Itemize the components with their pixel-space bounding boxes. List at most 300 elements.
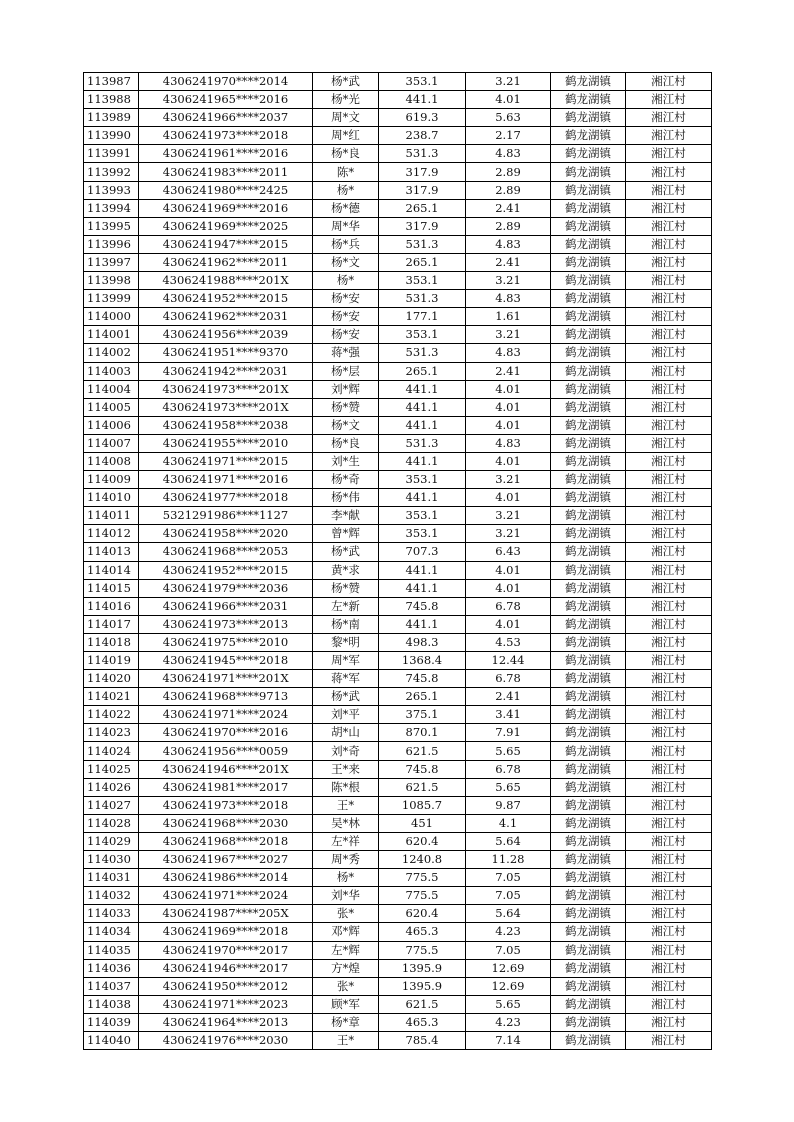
- village-cell: 湘江村: [626, 905, 712, 923]
- serial-number-cell: 113994: [84, 199, 139, 217]
- serial-number-cell: 114024: [84, 742, 139, 760]
- village-cell: 湘江村: [626, 434, 712, 452]
- amount-cell: 1240.8: [379, 851, 466, 869]
- serial-number-cell: 114020: [84, 670, 139, 688]
- serial-number-cell: 114035: [84, 941, 139, 959]
- serial-number-cell: 114023: [84, 724, 139, 742]
- area-cell: 7.05: [466, 869, 551, 887]
- village-cell: 湘江村: [626, 561, 712, 579]
- area-cell: 4.01: [466, 579, 551, 597]
- serial-number-cell: 113993: [84, 181, 139, 199]
- town-cell: 鹤龙湖镇: [551, 73, 626, 91]
- id-number-cell: 4306241973****2018: [139, 127, 313, 145]
- town-cell: 鹤龙湖镇: [551, 832, 626, 850]
- id-number-cell: 4306241969****2018: [139, 923, 313, 941]
- serial-number-cell: 114001: [84, 326, 139, 344]
- name-cell: 周*文: [313, 109, 379, 127]
- village-cell: 湘江村: [626, 163, 712, 181]
- table-row: [84, 326, 712, 344]
- village-cell: 湘江村: [626, 742, 712, 760]
- area-cell: 5.65: [466, 995, 551, 1013]
- area-cell: 7.14: [466, 1031, 551, 1049]
- name-cell: 黄*求: [313, 561, 379, 579]
- id-number-cell: 4306241973****2018: [139, 796, 313, 814]
- amount-cell: 1395.9: [379, 977, 466, 995]
- amount-cell: 707.3: [379, 543, 466, 561]
- amount-cell: 1085.7: [379, 796, 466, 814]
- amount-cell: 531.3: [379, 434, 466, 452]
- id-number-cell: 4306241970****2014: [139, 73, 313, 91]
- serial-number-cell: 114010: [84, 489, 139, 507]
- serial-number-cell: 114005: [84, 398, 139, 416]
- name-cell: 刘*生: [313, 452, 379, 470]
- table-row: [84, 199, 712, 217]
- town-cell: 鹤龙湖镇: [551, 109, 626, 127]
- village-cell: 湘江村: [626, 796, 712, 814]
- amount-cell: 317.9: [379, 163, 466, 181]
- serial-number-cell: 114031: [84, 869, 139, 887]
- town-cell: 鹤龙湖镇: [551, 145, 626, 163]
- table-row: [84, 706, 712, 724]
- serial-number-cell: 114018: [84, 633, 139, 651]
- amount-cell: 317.9: [379, 217, 466, 235]
- table-row: [84, 253, 712, 271]
- amount-cell: 451: [379, 814, 466, 832]
- amount-cell: 465.3: [379, 923, 466, 941]
- table-row: [84, 272, 712, 290]
- amount-cell: 531.3: [379, 235, 466, 253]
- town-cell: 鹤龙湖镇: [551, 416, 626, 434]
- table-row: [84, 688, 712, 706]
- serial-number-cell: 114006: [84, 416, 139, 434]
- name-cell: 吴*林: [313, 814, 379, 832]
- village-cell: 湘江村: [626, 525, 712, 543]
- town-cell: 鹤龙湖镇: [551, 1013, 626, 1031]
- name-cell: 周*红: [313, 127, 379, 145]
- name-cell: 刘*华: [313, 887, 379, 905]
- area-cell: 6.43: [466, 543, 551, 561]
- area-cell: 3.41: [466, 706, 551, 724]
- area-cell: 4.01: [466, 489, 551, 507]
- area-cell: 6.78: [466, 597, 551, 615]
- area-cell: 5.64: [466, 905, 551, 923]
- village-cell: 湘江村: [626, 851, 712, 869]
- amount-cell: 775.5: [379, 887, 466, 905]
- amount-cell: 441.1: [379, 91, 466, 109]
- town-cell: 鹤龙湖镇: [551, 543, 626, 561]
- area-cell: 4.01: [466, 452, 551, 470]
- village-cell: 湘江村: [626, 199, 712, 217]
- name-cell: 刘*奇: [313, 742, 379, 760]
- id-number-cell: 4306241973****201X: [139, 380, 313, 398]
- village-cell: 湘江村: [626, 73, 712, 91]
- name-cell: 杨*赞: [313, 579, 379, 597]
- village-cell: 湘江村: [626, 416, 712, 434]
- village-cell: 湘江村: [626, 308, 712, 326]
- id-number-cell: 4306241987****205X: [139, 905, 313, 923]
- table-row: [84, 543, 712, 561]
- serial-number-cell: 113988: [84, 91, 139, 109]
- town-cell: 鹤龙湖镇: [551, 272, 626, 290]
- serial-number-cell: 114004: [84, 380, 139, 398]
- table-row: [84, 73, 712, 91]
- id-number-cell: 4306241968****2030: [139, 814, 313, 832]
- id-number-cell: 4306241971****2024: [139, 887, 313, 905]
- id-number-cell: 4306241958****2038: [139, 416, 313, 434]
- id-number-cell: 4306241977****2018: [139, 489, 313, 507]
- serial-number-cell: 114007: [84, 434, 139, 452]
- area-cell: 3.21: [466, 471, 551, 489]
- table-row: [84, 615, 712, 633]
- table-row: [84, 452, 712, 470]
- id-number-cell: 4306241971****2015: [139, 452, 313, 470]
- amount-cell: 353.1: [379, 326, 466, 344]
- amount-cell: 531.3: [379, 344, 466, 362]
- name-cell: 杨*赞: [313, 398, 379, 416]
- area-cell: 4.01: [466, 615, 551, 633]
- amount-cell: 745.8: [379, 760, 466, 778]
- village-cell: 湘江村: [626, 688, 712, 706]
- village-cell: 湘江村: [626, 1031, 712, 1049]
- amount-cell: 620.4: [379, 905, 466, 923]
- serial-number-cell: 114039: [84, 1013, 139, 1031]
- town-cell: 鹤龙湖镇: [551, 525, 626, 543]
- name-cell: 杨*: [313, 181, 379, 199]
- amount-cell: 441.1: [379, 561, 466, 579]
- amount-cell: 353.1: [379, 525, 466, 543]
- area-cell: 4.01: [466, 398, 551, 416]
- id-number-cell: 4306241973****201X: [139, 398, 313, 416]
- amount-cell: 621.5: [379, 742, 466, 760]
- town-cell: 鹤龙湖镇: [551, 452, 626, 470]
- serial-number-cell: 114034: [84, 923, 139, 941]
- amount-cell: 619.3: [379, 109, 466, 127]
- area-cell: 7.05: [466, 941, 551, 959]
- village-cell: 湘江村: [626, 452, 712, 470]
- village-cell: 湘江村: [626, 489, 712, 507]
- village-cell: 湘江村: [626, 290, 712, 308]
- village-cell: 湘江村: [626, 995, 712, 1013]
- table-row: [84, 308, 712, 326]
- serial-number-cell: 114040: [84, 1031, 139, 1049]
- name-cell: 蒋*强: [313, 344, 379, 362]
- town-cell: 鹤龙湖镇: [551, 235, 626, 253]
- town-cell: 鹤龙湖镇: [551, 615, 626, 633]
- serial-number-cell: 114038: [84, 995, 139, 1013]
- town-cell: 鹤龙湖镇: [551, 814, 626, 832]
- amount-cell: 353.1: [379, 507, 466, 525]
- amount-cell: 265.1: [379, 253, 466, 271]
- area-cell: 7.05: [466, 887, 551, 905]
- name-cell: 杨*文: [313, 416, 379, 434]
- table-row: [84, 778, 712, 796]
- amount-cell: 317.9: [379, 181, 466, 199]
- area-cell: 4.01: [466, 416, 551, 434]
- village-cell: 湘江村: [626, 778, 712, 796]
- area-cell: 6.78: [466, 670, 551, 688]
- town-cell: 鹤龙湖镇: [551, 778, 626, 796]
- name-cell: 杨*光: [313, 91, 379, 109]
- name-cell: 杨*安: [313, 308, 379, 326]
- serial-number-cell: 114022: [84, 706, 139, 724]
- area-cell: 2.41: [466, 199, 551, 217]
- serial-number-cell: 114015: [84, 579, 139, 597]
- town-cell: 鹤龙湖镇: [551, 344, 626, 362]
- area-cell: 2.89: [466, 181, 551, 199]
- area-cell: 3.21: [466, 326, 551, 344]
- name-cell: 邓*辉: [313, 923, 379, 941]
- area-cell: 6.78: [466, 760, 551, 778]
- name-cell: 杨*武: [313, 688, 379, 706]
- id-number-cell: 4306241980****2425: [139, 181, 313, 199]
- village-cell: 湘江村: [626, 398, 712, 416]
- serial-number-cell: 114030: [84, 851, 139, 869]
- amount-cell: 621.5: [379, 995, 466, 1013]
- area-cell: 2.41: [466, 362, 551, 380]
- amount-cell: 353.1: [379, 73, 466, 91]
- id-number-cell: 4306241968****9713: [139, 688, 313, 706]
- name-cell: 顾*军: [313, 995, 379, 1013]
- village-cell: 湘江村: [626, 597, 712, 615]
- id-number-cell: 4306241952****2015: [139, 561, 313, 579]
- id-number-cell: 4306241968****2018: [139, 832, 313, 850]
- id-number-cell: 4306241946****2017: [139, 959, 313, 977]
- area-cell: 4.83: [466, 344, 551, 362]
- name-cell: 杨*: [313, 272, 379, 290]
- area-cell: 2.41: [466, 253, 551, 271]
- village-cell: 湘江村: [626, 869, 712, 887]
- name-cell: 杨*德: [313, 199, 379, 217]
- town-cell: 鹤龙湖镇: [551, 923, 626, 941]
- area-cell: 3.21: [466, 507, 551, 525]
- serial-number-cell: 113989: [84, 109, 139, 127]
- table-row: [84, 633, 712, 651]
- town-cell: 鹤龙湖镇: [551, 507, 626, 525]
- id-number-cell: 4306241952****2015: [139, 290, 313, 308]
- village-cell: 湘江村: [626, 814, 712, 832]
- village-cell: 湘江村: [626, 615, 712, 633]
- table-row: [84, 760, 712, 778]
- village-cell: 湘江村: [626, 253, 712, 271]
- town-cell: 鹤龙湖镇: [551, 724, 626, 742]
- serial-number-cell: 114011: [84, 507, 139, 525]
- amount-cell: 775.5: [379, 941, 466, 959]
- village-cell: 湘江村: [626, 344, 712, 362]
- area-cell: 2.89: [466, 163, 551, 181]
- id-number-cell: 4306241955****2010: [139, 434, 313, 452]
- id-number-cell: 4306241946****201X: [139, 760, 313, 778]
- amount-cell: 498.3: [379, 633, 466, 651]
- village-cell: 湘江村: [626, 362, 712, 380]
- serial-number-cell: 114032: [84, 887, 139, 905]
- town-cell: 鹤龙湖镇: [551, 633, 626, 651]
- serial-number-cell: 114008: [84, 452, 139, 470]
- village-cell: 湘江村: [626, 941, 712, 959]
- village-cell: 湘江村: [626, 217, 712, 235]
- id-number-cell: 4306241969****2025: [139, 217, 313, 235]
- town-cell: 鹤龙湖镇: [551, 398, 626, 416]
- town-cell: 鹤龙湖镇: [551, 869, 626, 887]
- id-number-cell: 4306241967****2027: [139, 851, 313, 869]
- id-number-cell: 4306241971****2023: [139, 995, 313, 1013]
- table-row: [84, 434, 712, 452]
- amount-cell: 531.3: [379, 290, 466, 308]
- town-cell: 鹤龙湖镇: [551, 181, 626, 199]
- serial-number-cell: 114026: [84, 778, 139, 796]
- id-number-cell: 4306241951****9370: [139, 344, 313, 362]
- amount-cell: 870.1: [379, 724, 466, 742]
- table-row: [84, 489, 712, 507]
- table-row: [84, 724, 712, 742]
- village-cell: 湘江村: [626, 579, 712, 597]
- name-cell: 刘*辉: [313, 380, 379, 398]
- name-cell: 杨*武: [313, 543, 379, 561]
- name-cell: 杨*南: [313, 615, 379, 633]
- serial-number-cell: 113992: [84, 163, 139, 181]
- serial-number-cell: 113991: [84, 145, 139, 163]
- village-cell: 湘江村: [626, 543, 712, 561]
- name-cell: 胡*山: [313, 724, 379, 742]
- name-cell: 陈*: [313, 163, 379, 181]
- area-cell: 3.21: [466, 525, 551, 543]
- table-row: [84, 1031, 712, 1049]
- table-row: [84, 851, 712, 869]
- name-cell: 王*: [313, 1031, 379, 1049]
- name-cell: 杨*安: [313, 326, 379, 344]
- amount-cell: 177.1: [379, 308, 466, 326]
- id-number-cell: 4306241947****2015: [139, 235, 313, 253]
- id-number-cell: 4306241973****2013: [139, 615, 313, 633]
- amount-cell: 265.1: [379, 362, 466, 380]
- area-cell: 11.28: [466, 851, 551, 869]
- town-cell: 鹤龙湖镇: [551, 127, 626, 145]
- table-row: [84, 941, 712, 959]
- table-row: [84, 579, 712, 597]
- serial-number-cell: 114036: [84, 959, 139, 977]
- table-row: [84, 507, 712, 525]
- amount-cell: 238.7: [379, 127, 466, 145]
- id-number-cell: 4306241942****2031: [139, 362, 313, 380]
- area-cell: 1.61: [466, 308, 551, 326]
- village-cell: 湘江村: [626, 91, 712, 109]
- id-number-cell: 4306241962****2011: [139, 253, 313, 271]
- town-cell: 鹤龙湖镇: [551, 959, 626, 977]
- village-cell: 湘江村: [626, 760, 712, 778]
- town-cell: 鹤龙湖镇: [551, 362, 626, 380]
- serial-number-cell: 114021: [84, 688, 139, 706]
- town-cell: 鹤龙湖镇: [551, 670, 626, 688]
- table-row: [84, 977, 712, 995]
- area-cell: 4.83: [466, 235, 551, 253]
- area-cell: 3.21: [466, 73, 551, 91]
- name-cell: 张*: [313, 905, 379, 923]
- table-row: [84, 235, 712, 253]
- table-row: [84, 561, 712, 579]
- amount-cell: 785.4: [379, 1031, 466, 1049]
- name-cell: 杨*章: [313, 1013, 379, 1031]
- area-cell: 2.89: [466, 217, 551, 235]
- serial-number-cell: 114009: [84, 471, 139, 489]
- id-number-cell: 4306241961****2016: [139, 145, 313, 163]
- town-cell: 鹤龙湖镇: [551, 688, 626, 706]
- id-number-cell: 4306241970****2017: [139, 941, 313, 959]
- town-cell: 鹤龙湖镇: [551, 597, 626, 615]
- area-cell: 2.17: [466, 127, 551, 145]
- table-row: [84, 796, 712, 814]
- table-row: [84, 923, 712, 941]
- name-cell: 杨*安: [313, 290, 379, 308]
- village-cell: 湘江村: [626, 235, 712, 253]
- id-number-cell: 4306241956****0059: [139, 742, 313, 760]
- name-cell: 王*来: [313, 760, 379, 778]
- table-row: [84, 742, 712, 760]
- name-cell: 陈*根: [313, 778, 379, 796]
- town-cell: 鹤龙湖镇: [551, 760, 626, 778]
- serial-number-cell: 114002: [84, 344, 139, 362]
- area-cell: 5.65: [466, 742, 551, 760]
- name-cell: 蒋*军: [313, 670, 379, 688]
- table-row: [84, 652, 712, 670]
- id-number-cell: 4306241975****2010: [139, 633, 313, 651]
- name-cell: 杨*兵: [313, 235, 379, 253]
- amount-cell: 353.1: [379, 272, 466, 290]
- area-cell: 5.65: [466, 778, 551, 796]
- serial-number-cell: 114028: [84, 814, 139, 832]
- amount-cell: 441.1: [379, 380, 466, 398]
- table-row: [84, 670, 712, 688]
- records-table: [83, 72, 712, 1050]
- town-cell: 鹤龙湖镇: [551, 1031, 626, 1049]
- town-cell: 鹤龙湖镇: [551, 253, 626, 271]
- area-cell: 4.1: [466, 814, 551, 832]
- name-cell: 方*煌: [313, 959, 379, 977]
- town-cell: 鹤龙湖镇: [551, 796, 626, 814]
- village-cell: 湘江村: [626, 272, 712, 290]
- id-number-cell: 4306241966****2037: [139, 109, 313, 127]
- name-cell: 杨*良: [313, 145, 379, 163]
- serial-number-cell: 113999: [84, 290, 139, 308]
- amount-cell: 745.8: [379, 670, 466, 688]
- table-row: [84, 290, 712, 308]
- town-cell: 鹤龙湖镇: [551, 579, 626, 597]
- town-cell: 鹤龙湖镇: [551, 905, 626, 923]
- area-cell: 5.63: [466, 109, 551, 127]
- town-cell: 鹤龙湖镇: [551, 163, 626, 181]
- id-number-cell: 4306241964****2013: [139, 1013, 313, 1031]
- name-cell: 杨*武: [313, 73, 379, 91]
- name-cell: 王*: [313, 796, 379, 814]
- table-row: [84, 145, 712, 163]
- name-cell: 杨*奇: [313, 471, 379, 489]
- village-cell: 湘江村: [626, 471, 712, 489]
- id-number-cell: 4306241962****2031: [139, 308, 313, 326]
- village-cell: 湘江村: [626, 670, 712, 688]
- id-number-cell: 4306241958****2020: [139, 525, 313, 543]
- town-cell: 鹤龙湖镇: [551, 742, 626, 760]
- area-cell: 12.69: [466, 977, 551, 995]
- id-number-cell: 4306241971****2016: [139, 471, 313, 489]
- id-number-cell: 4306241965****2016: [139, 91, 313, 109]
- name-cell: 杨*层: [313, 362, 379, 380]
- name-cell: 左*祥: [313, 832, 379, 850]
- serial-number-cell: 113998: [84, 272, 139, 290]
- town-cell: 鹤龙湖镇: [551, 489, 626, 507]
- area-cell: 2.41: [466, 688, 551, 706]
- serial-number-cell: 114033: [84, 905, 139, 923]
- table-row: [84, 905, 712, 923]
- name-cell: 左*新: [313, 597, 379, 615]
- amount-cell: 621.5: [379, 778, 466, 796]
